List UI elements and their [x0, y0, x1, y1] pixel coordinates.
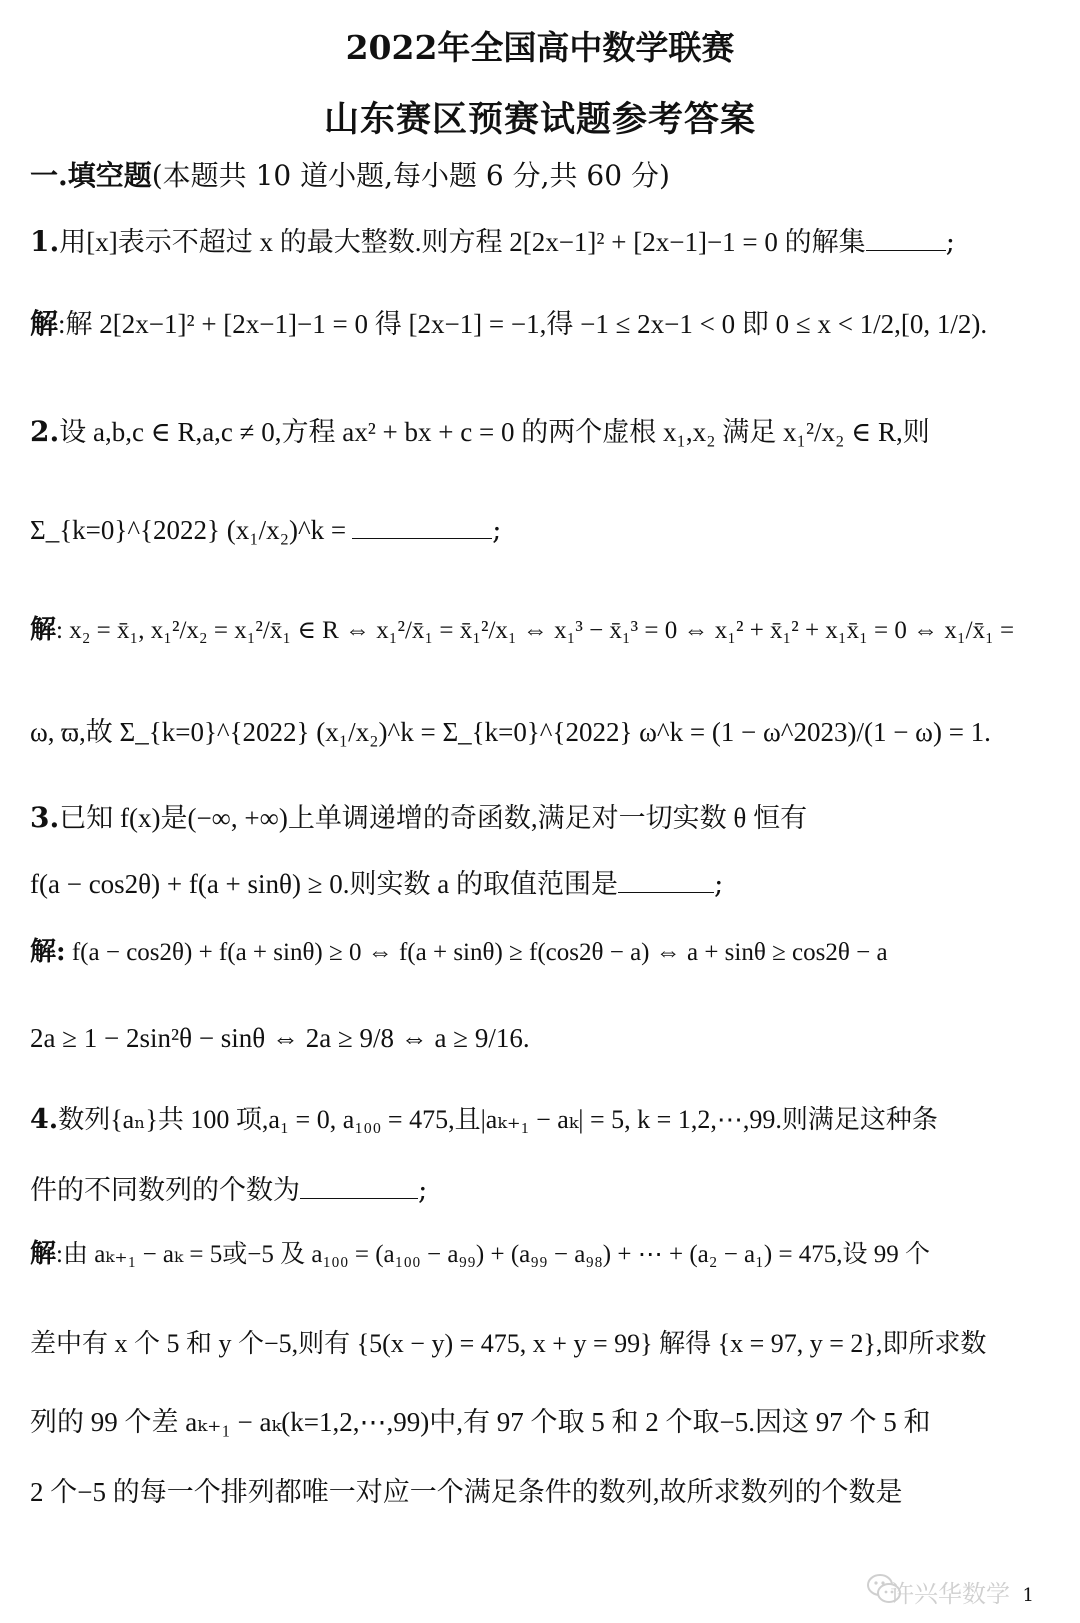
- answer-blank: [618, 870, 714, 893]
- answer-text: f(a − cos2θ) + f(a + sinθ) ≥ 0 ⇔ f(a + sinθ) ≥ f(cos2θ − a) ⇔ a + sinθ ≥ cos2θ − a: [65, 939, 888, 966]
- question-text: 用[x]表示不超过 x 的最大整数.则方程 2[2x−1]² + [2x−1]−1 = 0 的解集: [59, 227, 866, 257]
- question-text: 设 a,b,c ∈ R,a,c ≠ 0,方程 ax² + bx + c = 0 的两个虚根 x₁,x₂ 满足 x₁²/x₂ ∈ R,则: [59, 417, 930, 447]
- question-number: 4.: [30, 1104, 59, 1135]
- question-4-cont: [30, 1172, 427, 1208]
- question-3: [30, 800, 807, 836]
- question-2: [30, 414, 930, 450]
- answer-text: 列的 99 个差 aₖ₊₁ − aₖ(k=1,2,⋯,99)中,有 97 个取 5 和 2 个取−5.因这 97 个 5 和: [30, 1407, 931, 1437]
- answer-2-cont: [30, 714, 991, 750]
- question-number: 3.: [30, 801, 60, 834]
- question-end: ;: [714, 867, 724, 900]
- answer-blank: [352, 516, 492, 539]
- question-text: 件的不同数列的个数为: [30, 1175, 300, 1205]
- question-text: f(a − cos2θ) + f(a + sinθ) ≥ 0.则实数 a 的取值范围是: [30, 869, 619, 899]
- answer-label: 解:: [30, 937, 66, 967]
- answer-3-cont: [30, 1020, 530, 1056]
- page-title: 2022年全国高中数学联赛: [345, 28, 735, 67]
- answer-text: ω, ϖ,故 Σ_{k=0}^{2022} (x₁/x₂)^k = Σ_{k=0}^{2022} ω^k = (1 − ω^2023)/(1 − ω) = 1.: [30, 717, 991, 747]
- question-1: [30, 224, 955, 260]
- question-number: 1.: [30, 225, 60, 258]
- answer-1: [30, 306, 987, 342]
- section-heading: 一.填空题: [30, 159, 152, 192]
- answer-label: 解: [30, 1239, 57, 1269]
- answer-text: :由 aₖ₊₁ − aₖ = 5或−5 及 a₁₀₀ = (a₁₀₀ − a₉₉) + (a₉₉ − a₉₈) + ⋯ + (a₂ − a₁) = 475,设 99 个: [56, 1241, 931, 1268]
- answer-2: [30, 614, 1014, 648]
- section-note: (本题共 10 道小题,每小题 6 分,共 60 分): [151, 159, 670, 192]
- answer-4: [30, 1238, 930, 1272]
- answer-label: 解: [30, 615, 57, 645]
- question-text: Σ_{k=0}^{2022} (x₁/x₂)^k =: [30, 515, 347, 545]
- answer-label: 解: [30, 307, 59, 340]
- page-subtitle: 山东赛区预赛试题参考答案: [323, 99, 756, 140]
- answer-4-cont-2: [30, 1404, 931, 1440]
- answer-3: [30, 936, 888, 970]
- answer-text: : x₂ = x̄₁, x₁²/x₂ = x₁²/x̄₁ ∈ R ⇔ x₁²/x̄₁ = x̄₁²/x₁ ⇔ x₁³ − x̄₁³ = 0 ⇔ x₁² + x̄₁² + x₁x̄₁ = 0 ⇔ x₁/x̄₁ =: [56, 617, 1015, 644]
- question-3-cont: [30, 866, 723, 902]
- answer-blank: [300, 1176, 418, 1199]
- question-text: 数列{aₙ}共 100 项,a₁ = 0, a₁₀₀ = 475,且|aₖ₊₁ − aₖ| = 5, k = 1,2,⋯,99.则满足这种条: [58, 1105, 938, 1134]
- answer-blank: [866, 228, 946, 251]
- question-end: ;: [418, 1173, 428, 1206]
- answer-4-cont-3: [30, 1474, 902, 1510]
- answer-text: 2a ≥ 1 − 2sin²θ − sinθ ⇔ 2a ≥ 9/8 ⇔ a ≥ 9/16.: [30, 1023, 530, 1053]
- answer-text: 差中有 x 个 5 和 y 个−5,则有 {5(x − y) = 475, x + y = 99} 解得 {x = 97, y = 2},即所求数: [30, 1329, 987, 1358]
- question-text: 已知 f(x)是(−∞, +∞)上单调递增的奇函数,满足对一切实数 θ 恒有: [59, 803, 808, 833]
- question-4: [30, 1102, 938, 1137]
- question-2-cont: [30, 512, 502, 548]
- answer-4-cont-1: [30, 1326, 986, 1361]
- section-heading-line: [30, 158, 670, 194]
- answer-text: 2 个−5 的每一个排列都唯一对应一个满足条件的数列,故所求数列的个数是: [30, 1477, 903, 1507]
- answer-text: :解 2[2x−1]² + [2x−1]−1 = 0 得 [2x−1] = −1,得 −1 ≤ 2x−1 < 0 即 0 ≤ x < 1/2,[0, 1/2).: [58, 309, 988, 339]
- question-number: 2.: [30, 415, 60, 448]
- page-number: 1: [1022, 1585, 1034, 1606]
- watermark-text: 许兴华数学: [890, 1580, 1010, 1608]
- question-end: ;: [945, 225, 956, 258]
- question-end: ;: [492, 513, 502, 546]
